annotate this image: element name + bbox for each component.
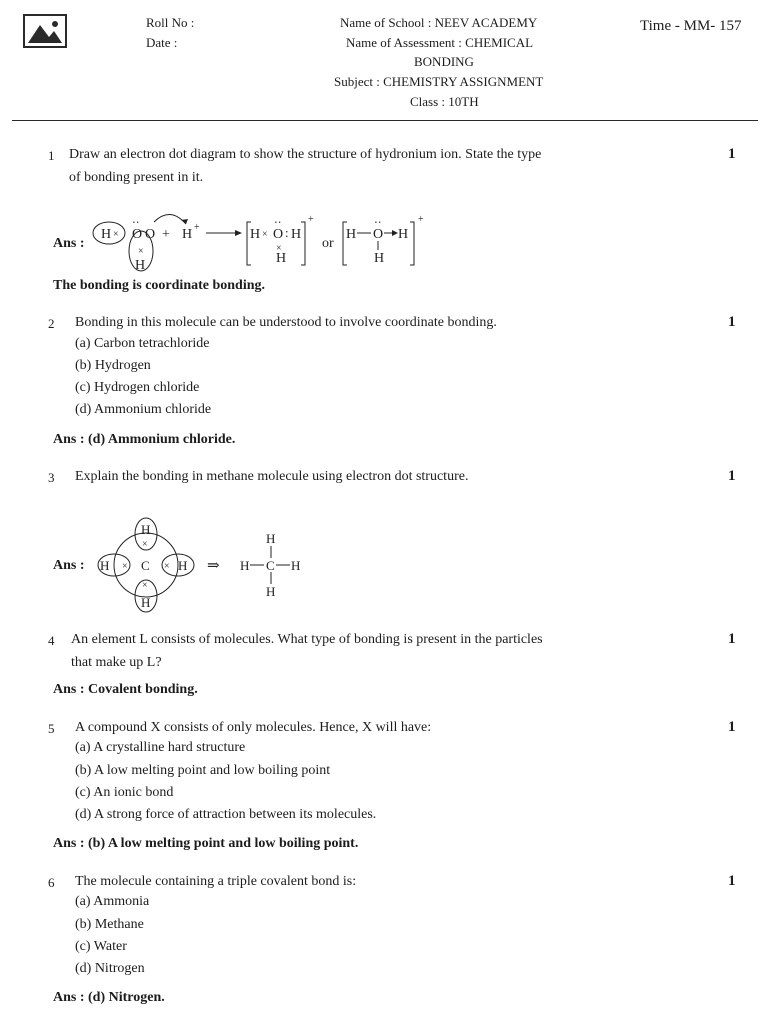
carbon-atom-symbol: C: [141, 558, 150, 573]
plus-sign: +: [162, 227, 170, 242]
electron-cross-symbol: ×: [113, 229, 119, 240]
methane-electron-dot-diagram: [92, 516, 312, 614]
option-a: (a) A crystalline hard structure: [75, 740, 246, 755]
hydrogen-atom-symbol: H: [178, 558, 188, 573]
question-number: 2: [48, 316, 55, 331]
plus-charge-symbol: +: [194, 222, 200, 233]
question-text: Draw an electron dot diagram to show the structure of hydronium ion. State the type: [69, 147, 542, 162]
class-line: Class : 10TH: [410, 94, 479, 109]
question-number: 3: [48, 470, 55, 485]
roll-no-label: Roll No :: [146, 15, 195, 30]
electron-cross-symbol: ×: [142, 539, 148, 550]
lone-pair-dots: ⋅⋅: [132, 217, 140, 229]
hydrogen-atom-symbol: H: [398, 227, 409, 242]
oxygen-lone-pair-symbol: O: [145, 227, 156, 242]
hydrogen-atom-symbol: H: [374, 251, 385, 266]
hydrogen-atom-symbol: H: [141, 522, 151, 537]
option-c: (c) An ionic bond: [75, 785, 174, 800]
option-c: (c) Hydrogen chloride: [75, 380, 200, 395]
question-text: A compound X consists of only molecules. Hence, X will have:: [75, 720, 432, 735]
logo-placeholder-image: [23, 14, 67, 48]
right-bracket: [301, 222, 305, 265]
hydrogen-atom-symbol: H: [276, 251, 287, 266]
answer-text: Ans : (d) Nitrogen.: [53, 990, 165, 1005]
electron-cross-symbol: ×: [164, 561, 170, 572]
or-connector: or: [322, 236, 334, 251]
question-text-continued: of bonding present in it.: [69, 170, 204, 185]
question-number: 5: [48, 721, 55, 736]
lone-pair-dots: ⋅⋅: [374, 217, 382, 229]
hydrogen-atom-symbol: H: [135, 258, 146, 273]
header-divider: [12, 120, 758, 121]
answer-text: Ans : (b) A low melting point and low boiling point.: [53, 836, 359, 851]
question-text: The molecule containing a triple covalent bond is:: [75, 874, 357, 889]
oxygen-atom-symbol: O: [373, 227, 384, 242]
question-marks: 1: [728, 314, 736, 330]
implies-arrow-icon: ⇒: [207, 558, 220, 574]
option-b: (b) Hydrogen: [75, 358, 151, 373]
hydrogen-atom-symbol: H: [100, 558, 110, 573]
electron-cross-symbol: ×: [276, 243, 282, 254]
hydrogen-atom-symbol: H: [266, 531, 276, 546]
carbon-atom-symbol: C: [266, 558, 275, 573]
option-c: (c) Water: [75, 939, 127, 954]
question-text: An element L consists of molecules. What type of bonding is present in the particles: [71, 632, 543, 647]
plus-charge-symbol: +: [418, 214, 424, 225]
answer-text: Ans : Covalent bonding.: [53, 682, 198, 697]
electron-cross-symbol: ×: [138, 246, 144, 257]
oxygen-atom-symbol: O: [132, 227, 143, 242]
option-d: (d) Ammonium chloride: [75, 402, 212, 417]
proton-symbol: H: [182, 227, 193, 242]
answer-label: Ans :: [53, 236, 85, 251]
hydrogen-atom-symbol: H: [101, 227, 112, 242]
hydrogen-atom-symbol: H: [291, 227, 302, 242]
question-marks: 1: [728, 719, 736, 735]
answer-text: Ans : (d) Ammonium chloride.: [53, 432, 236, 447]
subject-line: Subject : CHEMISTRY ASSIGNMENT: [334, 74, 544, 89]
lone-pair-dots: ⋅⋅: [274, 217, 282, 229]
question-number: 4: [48, 633, 55, 648]
electron-cross-symbol: ×: [122, 561, 128, 572]
option-a: (a) Carbon tetrachloride: [75, 336, 210, 351]
question-text: Bonding in this molecule can be understood to involve coordinate bonding.: [75, 315, 497, 330]
question-marks: 1: [728, 631, 736, 647]
option-a: (a) Ammonia: [75, 894, 150, 909]
answer-text: The bonding is coordinate bonding.: [53, 278, 266, 293]
hydrogen-atom-symbol: H: [266, 584, 276, 599]
hydronium-electron-dot-diagram: [90, 208, 435, 274]
question-number: 6: [48, 875, 55, 890]
option-d: (d) Nitrogen: [75, 961, 145, 976]
hydrogen-atom-symbol: H: [291, 558, 301, 573]
assessment-name: Name of Assessment : CHEMICAL: [346, 35, 534, 50]
reaction-arrow-head-icon: [235, 230, 242, 236]
question-number: 1: [48, 148, 55, 163]
electron-cross-symbol: ×: [262, 229, 268, 240]
electron-donation-arrow: [154, 214, 186, 224]
hydrogen-atom-symbol: H: [141, 595, 151, 610]
question-text-continued: that make up L?: [71, 655, 162, 670]
electron-cross-symbol: ×: [142, 580, 148, 591]
time-max-marks: Time - MM- 157: [640, 18, 742, 34]
question-text: Explain the bonding in methane molecule using electron dot structure.: [75, 469, 469, 484]
question-marks: 1: [728, 146, 736, 162]
question-marks: 1: [728, 468, 736, 484]
answer-label: Ans :: [53, 558, 85, 573]
hydrogen-atom-symbol: H: [240, 558, 250, 573]
school-name: Name of School : NEEV ACADEMY: [340, 15, 538, 30]
date-label: Date :: [146, 35, 178, 50]
hydrogen-atom-symbol: H: [346, 227, 357, 242]
mountain-image-icon: [25, 16, 65, 46]
question-marks: 1: [728, 873, 736, 889]
option-b: (b) Methane: [75, 917, 144, 932]
option-b: (b) A low melting point and low boiling point: [75, 763, 331, 778]
shared-pair-colon: :: [285, 225, 289, 240]
oxygen-atom-symbol: O: [273, 227, 284, 242]
option-d: (d) A strong force of attraction between its molecules.: [75, 807, 377, 822]
right-bracket: [410, 222, 414, 265]
assessment-name-continued: BONDING: [414, 54, 474, 69]
hydrogen-atom-symbol: H: [250, 227, 261, 242]
plus-charge-symbol: +: [308, 214, 314, 225]
